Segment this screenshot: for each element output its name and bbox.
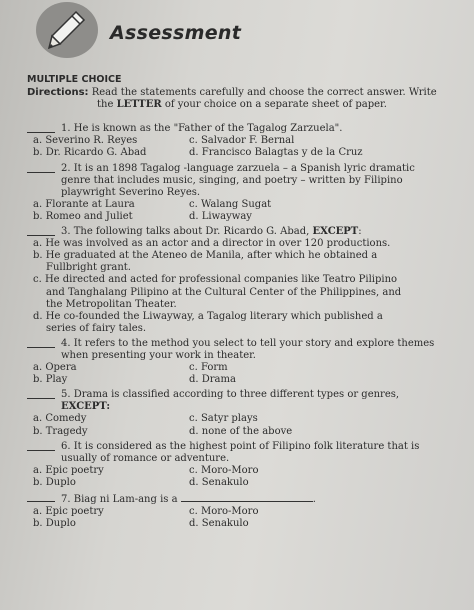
question-5 (27, 389, 452, 437)
question-2 (27, 163, 452, 223)
option-d: d. none of the above (189, 425, 293, 437)
question-text: 3. The following talks about Dr. Ricardo G. Abad, (61, 226, 313, 238)
option-c (27, 274, 452, 310)
option-b: b. Tragedy (33, 425, 88, 437)
option-a: a. Epic poetry (33, 464, 104, 476)
option-b: b. Play (33, 374, 68, 386)
question-text-cont: genre that includes music, singing, and poetry – written by Filipino (61, 174, 403, 186)
question-text: 2. It is an 1898 Tagalog -language zarzuela – a Spanish lyric dramatic (61, 162, 415, 174)
directions-label: Directions: (27, 87, 89, 99)
option-c: c. Satyr plays (189, 413, 258, 425)
question-text: 6. It is considered as the highest point of Filipino folk literature that is (61, 440, 420, 452)
question-text-end: . (312, 494, 316, 505)
option-d: d. Drama (189, 374, 236, 386)
question-text-cont: playwright Severino Reyes. (61, 186, 201, 198)
pencil-icon (46, 8, 88, 52)
question-text: 4. It refers to the method you select to tell your story and explore themes (61, 337, 435, 349)
option-c-text-cont: the Metropolitan Theater. (46, 298, 177, 310)
section-title: MULTIPLE CHOICE (27, 74, 122, 85)
option-a: a. Opera (33, 362, 77, 374)
answer-blank (27, 501, 55, 502)
option-c: c. Moro-Moro (189, 464, 259, 476)
question-text-cont: usually of romance or adventure. (61, 452, 230, 464)
answer-blank (27, 172, 55, 173)
directions-line1: Read the statements carefully and choose the correct answer. Write (91, 87, 437, 99)
option-b: b. Duplo (33, 518, 76, 530)
directions-line2-post: of your choice on a separate sheet of paper. (161, 99, 387, 111)
option-c: c. Salvador F. Bernal (189, 135, 295, 147)
option-b-text-cont: Fullbright grant. (46, 262, 131, 274)
answer-blank (27, 450, 55, 451)
option-d: d. Senakulo (189, 476, 249, 488)
header (0, 0, 474, 70)
question-text: 5. Drama is classified according to three different types or genres, (61, 389, 400, 401)
answer-blank (27, 132, 55, 133)
option-b (27, 250, 452, 274)
question-4 (27, 338, 452, 386)
question-6 (27, 441, 452, 489)
question-text: 1. He is known as the "Father of the Tagalog Zarzuela". (61, 123, 343, 135)
option-d: d. Senakulo (189, 518, 249, 530)
question-7 (27, 492, 452, 530)
option-c: c. Walang Sugat (189, 198, 272, 210)
option-c: c. Moro-Moro (189, 506, 259, 518)
option-b: b. Dr. Ricardo G. Abad (33, 147, 147, 159)
question-1 (27, 123, 452, 159)
option-b: b. Romeo and Juliet (33, 210, 133, 222)
option-d-text: d. He co-founded the Liwayway, a Tagalog literary which published a (33, 310, 383, 322)
fill-in-blank (181, 492, 313, 502)
except-label: EXCEPT (312, 226, 359, 238)
option-d: d. Liwayway (189, 210, 252, 222)
answer-blank (27, 398, 55, 399)
option-a: a. Epic poetry (33, 506, 104, 518)
directions-line2-pre: the (97, 99, 117, 111)
option-c: c. Form (189, 362, 228, 374)
option-d-text-cont: series of fairy tales. (46, 322, 147, 334)
question-3 (27, 226, 452, 335)
answer-blank (27, 347, 55, 348)
pencil-badge (36, 2, 98, 58)
option-a: a. Severino R. Reyes (33, 135, 138, 147)
question-text-end: : (358, 226, 362, 238)
assessment-content (27, 74, 452, 530)
option-a-text: a. He was involved as an actor and a director in over 120 productions. (33, 238, 391, 250)
except-label: EXCEPT: (61, 401, 111, 413)
option-d: d. Francisco Balagtas y de la Cruz (189, 147, 363, 159)
option-a (27, 238, 452, 250)
directions (27, 87, 452, 111)
option-c-text-cont: and Tanghalang Pilipino at the Cultural Center of the Philippines, and (46, 286, 402, 298)
question-text: 7. Biag ni Lam-ang is a (61, 494, 181, 505)
question-text-cont: when presenting your work in theater. (61, 349, 256, 361)
option-b: b. Duplo (33, 476, 76, 488)
page-title: Assessment (110, 22, 242, 44)
option-a: a. Comedy (33, 413, 87, 425)
option-a: a. Florante at Laura (33, 198, 135, 210)
option-b-text: b. He graduated at the Ateneo de Manila, after which he obtained a (33, 250, 378, 262)
answer-blank (27, 235, 55, 236)
directions-letter: LETTER (116, 99, 162, 111)
option-d (27, 311, 452, 335)
option-c-text: c. He directed and acted for professional companies like Teatro Pilipino (33, 274, 398, 286)
